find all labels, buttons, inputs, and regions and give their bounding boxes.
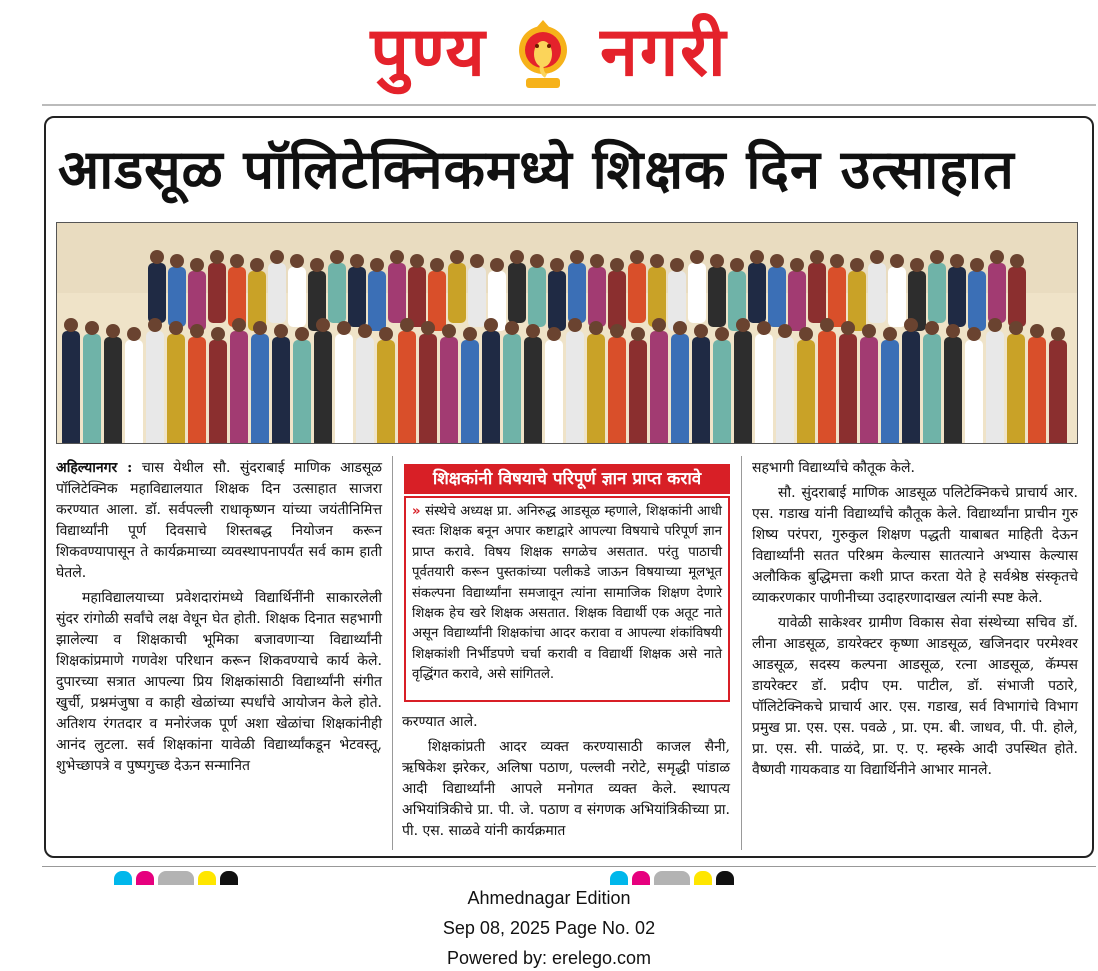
black-mark: [220, 871, 238, 885]
person-head: [988, 318, 1002, 332]
person-silhouette: [1008, 267, 1026, 327]
person-head: [967, 327, 981, 341]
person-head: [450, 250, 464, 264]
person-silhouette: [566, 331, 584, 444]
person-head: [757, 321, 771, 335]
person-silhouette: [608, 271, 626, 331]
person-silhouette: [648, 267, 666, 327]
person-head: [490, 258, 504, 272]
person-head: [211, 327, 225, 341]
person-head: [330, 250, 344, 264]
person-head: [850, 258, 864, 272]
person-silhouette: [388, 263, 406, 323]
person-silhouette: [293, 340, 311, 444]
person-silhouette: [881, 340, 899, 444]
person-silhouette: [272, 337, 290, 444]
person-silhouette: [902, 331, 920, 444]
person-head: [790, 258, 804, 272]
person-head: [148, 318, 162, 332]
person-silhouette: [860, 337, 878, 444]
person-head: [150, 250, 164, 264]
person-silhouette: [788, 271, 806, 331]
masthead-rule: [42, 104, 1096, 106]
person-silhouette: [83, 334, 101, 444]
gray-mark: [654, 871, 690, 885]
sidebar-box-title: शिक्षकांनी विषयाचे परिपूर्ण ज्ञान प्राप्त करावे: [404, 464, 730, 494]
person-head: [710, 254, 724, 268]
person-silhouette: [968, 271, 986, 331]
person-head: [715, 327, 729, 341]
person-head: [778, 324, 792, 338]
person-head: [568, 318, 582, 332]
group-photo-illustration: [57, 223, 1078, 444]
person-head: [930, 250, 944, 264]
paragraph-text: चास येथील सौ. सुंदराबाई माणिक आडसूळ पॉलिटेक्निक महाविद्यालयात शिक्षक दिन उत्साहात साजरा करण्यात आला. डॉ. सर्वपल्ली राधाकृष्णन यांच्या जयंतीनिमित्त विद्यार्थ्यांनी पूर्ण दिवसाचे शिस्तबद्ध नियोजन करून शिकवण्यापासून ते कार्यक्रमाच्या व्यवस्थापनापर्यंत सर्व काम हाती घेतले.: [56, 460, 382, 581]
person-head: [250, 258, 264, 272]
person-head: [526, 324, 540, 338]
person-silhouette: [928, 263, 946, 323]
person-silhouette: [188, 337, 206, 444]
person-head: [270, 250, 284, 264]
person-head: [694, 324, 708, 338]
person-head: [925, 321, 939, 335]
person-head: [610, 324, 624, 338]
person-silhouette: [808, 263, 826, 323]
ganesha-emblem-icon: [512, 20, 574, 92]
article-paragraph: करण्यात आले.: [402, 714, 478, 730]
person-silhouette: [228, 267, 246, 327]
person-silhouette: [671, 334, 689, 444]
person-silhouette: [167, 334, 185, 444]
person-head: [505, 321, 519, 335]
article-paragraph: सहभागी विद्यार्थ्यांचे कौतूक केले.: [752, 460, 915, 476]
person-head: [350, 254, 364, 268]
person-head: [1051, 327, 1065, 341]
person-silhouette: [251, 334, 269, 444]
person-silhouette: [62, 331, 80, 444]
article-column-3: [752, 458, 1078, 785]
group-photo: [56, 222, 1078, 444]
person-silhouette: [650, 331, 668, 444]
person-head: [127, 327, 141, 341]
date-page-label: Sep 08, 2025 Page No. 02: [442, 918, 656, 938]
person-silhouette: [568, 263, 586, 323]
person-silhouette: [230, 331, 248, 444]
person-head: [750, 250, 764, 264]
person-head: [799, 327, 813, 341]
person-head: [570, 250, 584, 264]
article-paragraph: महाविद्यालयाच्या प्रवेशदारांमध्ये विद्यार्थिनींनी साकारलेली सुंदर रांगोळी सर्वांचे लक्ष वेधून घेत होती. शिक्षक दिनात सहभागी झालेल्या व शिक्षकाची भूमिका बजावणाऱ्या विद्यार्थ्यांनी शिक्षकांप्रमाणे गणवेश परिधान करून शिकवण्याचे कार्य केले. दुपारच्या सत्रात आपल्या प्रिय शिक्षकांसाठी विद्यार्थ्यांनी संगीत खुर्ची, प्रश्नमंजुषा व काही खेळांच्या स्पर्धांचे आयोजन केले होते. अतिशय रंगतदार व मनोरंजक पूर्ण अशा खेळांचा शिक्षकांनीही आनंद लुटला. सर्व शिक्षकांना यावेळी विद्यार्थ्यांकडून भेटवस्तू, शुभेच्छापत्रे व पुष्पगुच्छ देऊन सन्मानित: [56, 590, 382, 774]
person-head: [730, 258, 744, 272]
person-head: [421, 321, 435, 335]
person-head: [232, 318, 246, 332]
person-head: [484, 318, 498, 332]
article-headline: आडसूळ पॉलिटेक्निकमध्ये शिक्षक दिन उत्साहात: [58, 138, 1015, 201]
person-head: [430, 258, 444, 272]
person-silhouette: [948, 267, 966, 327]
person-silhouette: [209, 340, 227, 444]
person-silhouette: [608, 337, 626, 444]
person-silhouette: [923, 334, 941, 444]
person-head: [910, 258, 924, 272]
person-head: [820, 318, 834, 332]
person-silhouette: [335, 334, 353, 444]
newspaper-name-right: नगरी: [600, 13, 728, 92]
person-head: [862, 324, 876, 338]
powered-by-link[interactable]: Powered by: erelego.com: [446, 948, 652, 968]
person-silhouette: [356, 337, 374, 444]
person-silhouette: [398, 331, 416, 444]
person-head: [610, 258, 624, 272]
person-silhouette: [1007, 334, 1025, 444]
person-head: [463, 327, 477, 341]
person-head: [1009, 321, 1023, 335]
person-head: [946, 324, 960, 338]
person-silhouette: [828, 267, 846, 327]
sidebar-box: [404, 496, 730, 702]
person-head: [810, 250, 824, 264]
person-head: [1030, 324, 1044, 338]
person-head: [652, 318, 666, 332]
person-silhouette: [944, 337, 962, 444]
person-silhouette: [288, 267, 306, 327]
person-silhouette: [125, 340, 143, 444]
page-bottom-rule: [42, 866, 1096, 867]
person-silhouette: [440, 337, 458, 444]
person-silhouette: [965, 340, 983, 444]
person-silhouette: [818, 331, 836, 444]
person-head: [190, 324, 204, 338]
person-head: [370, 258, 384, 272]
person-head: [673, 321, 687, 335]
person-head: [670, 258, 684, 272]
yellow-mark: [198, 871, 216, 885]
person-silhouette: [314, 331, 332, 444]
person-head: [470, 254, 484, 268]
article-paragraph: सौ. सुंदराबाई माणिक आडसूळ पलिटेक्निकचे प्राचार्य आर. एस. गडाख यांनी विद्यार्थ्यांचे कौतूक केले. विद्यार्थ्यांना प्राचीन गुरु शिष्य परंपरा, गुरुकुल शिक्षण पद्धती याबाबत माहिती देऊन विद्यार्थ्यांनी सतत परिश्रम केल्यास सातत्याने अभ्यास केल्यास अलौकिक बुद्धिमत्ता कशी प्राप्त करता येते हे सर्वश्रेष्ठ संस्कृतचे व्याकरणकार पाणीनीच्या उदाहरणादाखल त्यांनी स्पष्ट केले.: [752, 485, 1078, 606]
person-head: [106, 324, 120, 338]
person-silhouette: [768, 267, 786, 327]
person-head: [547, 327, 561, 341]
person-head: [310, 258, 324, 272]
person-silhouette: [482, 331, 500, 444]
person-head: [230, 254, 244, 268]
article-paragraph: [56, 458, 382, 584]
double-chevron-icon: »: [412, 504, 421, 519]
person-silhouette: [208, 263, 226, 323]
person-head: [379, 327, 393, 341]
person-head: [589, 321, 603, 335]
person-silhouette: [328, 263, 346, 323]
person-head: [631, 327, 645, 341]
person-silhouette: [408, 267, 426, 327]
person-head: [64, 318, 78, 332]
person-head: [274, 324, 288, 338]
article-paragraph: यावेळी साकेश्वर ग्रामीण विकास सेवा संस्थेच्या सचिव डॉ. लीना आडसूळ, डायरेक्टर कृष्णा आडसूळ, खजिनदार परमेश्वर आडसूळ, सदस्य कल्पना आडसूळ, रत्ना आडसूळ, कॅम्पस डायरेक्टर डॉ. प्रदीप एम. पाटील, डॉ. संभाजी पठारे, पॉलिटेक्निकचे प्राचार्य आर. एस. गडाख, सर्व विभागांचे विभाग प्रमुख प्रा. एस. एस. पवळे , प्रा. एम. बी. जाधव, पी. पी. होले, प्रा. एस. सी. पाळंदे, प्रा. ए. ए. म्हस्के आदी उपस्थित होते. वैष्णवी गायकवाड या विद्यार्थिनीने आभार मानले.: [752, 615, 1078, 778]
person-head: [170, 254, 184, 268]
person-head: [510, 250, 524, 264]
column-divider: [392, 456, 393, 850]
dateline: अहिल्यानगर :: [56, 460, 133, 476]
person-silhouette: [839, 334, 857, 444]
person-silhouette: [688, 263, 706, 323]
person-silhouette: [528, 267, 546, 327]
person-silhouette: [797, 340, 815, 444]
person-silhouette: [448, 263, 466, 323]
person-head: [590, 254, 604, 268]
magenta-mark: [632, 871, 650, 885]
person-silhouette: [419, 334, 437, 444]
person-head: [550, 258, 564, 272]
person-silhouette: [748, 263, 766, 323]
person-silhouette: [268, 263, 286, 323]
person-head: [841, 321, 855, 335]
person-silhouette: [776, 337, 794, 444]
person-head: [295, 327, 309, 341]
person-silhouette: [377, 340, 395, 444]
person-silhouette: [148, 263, 166, 323]
person-head: [950, 254, 964, 268]
person-head: [904, 318, 918, 332]
person-head: [650, 254, 664, 268]
column-divider: [741, 456, 742, 850]
person-head: [316, 318, 330, 332]
person-silhouette: [461, 340, 479, 444]
person-silhouette: [545, 340, 563, 444]
person-silhouette: [713, 340, 731, 444]
black-mark: [716, 871, 734, 885]
person-silhouette: [1028, 337, 1046, 444]
masthead: [0, 0, 1098, 108]
person-silhouette: [755, 334, 773, 444]
person-head: [1010, 254, 1024, 268]
person-silhouette: [508, 263, 526, 323]
gray-mark: [158, 871, 194, 885]
magenta-mark: [136, 871, 154, 885]
person-silhouette: [468, 267, 486, 327]
person-silhouette: [629, 340, 647, 444]
person-silhouette: [188, 271, 206, 331]
article-paragraph: शिक्षकांप्रती आदर व्यक्त करण्यासाठी काजल सैनी, ऋषिकेश झरेकर, अलिषा पठाण, पल्लवी नरोटे, समृद्धी पांडाळ आदी विद्यार्थ्यांनी आपले मनोगत व्यक्त केले. स्थापत्य अभियांत्रिकीचे प्रा. पी. जे. पठाण व संगणक अभियांत्रिकीच्या प्रा. पी. एस. साळवे यांनी कार्यक्रमात: [402, 739, 730, 839]
person-head: [169, 321, 183, 335]
person-head: [630, 250, 644, 264]
person-head: [830, 254, 844, 268]
person-head: [190, 258, 204, 272]
person-head: [400, 318, 414, 332]
person-head: [870, 250, 884, 264]
person-silhouette: [548, 271, 566, 331]
sidebar-box-text: संस्थेचे अध्यक्ष प्रा. अनिरुद्ध आडसूळ म्हणाले, शिक्षकांनी आधी स्वतः शिक्षक बनून अपार कष्टाद्वारे आपल्या विषयाचे परिपूर्ण ज्ञान प्राप्त करावे. विषय शिक्षक सगळेच असतात. परंतु पाठाची पूर्वतयारी करून पुस्तकांच्या पलीकडे जाऊन विषयाच्या मूलभूत संकल्पना विद्यार्थ्यांना समजावून त्यांना सामाजिक शिक्षण देणारे शिक्षक हेच खरे शिक्षक असतात. शिक्षक विद्यार्थी एक अतूट नाते असून विद्यार्थ्यांनी शिक्षकांचा आदर करावा व आपल्या शंकांविषयी शिक्षकांशी निर्भीडपणे चर्चा करावी व विद्यार्थी शिक्षक असे नाते वृद्धिंगत करावे, असे सांगितले.: [412, 504, 722, 683]
article-column-2: [402, 712, 730, 846]
person-head: [970, 258, 984, 272]
person-head: [736, 318, 750, 332]
person-silhouette: [104, 337, 122, 444]
person-head: [442, 324, 456, 338]
article-column-1: [56, 458, 382, 781]
person-silhouette: [588, 267, 606, 327]
person-silhouette: [348, 267, 366, 327]
person-head: [770, 254, 784, 268]
registration-marks-right: [610, 870, 738, 884]
person-silhouette: [628, 263, 646, 323]
cyan-mark: [114, 871, 132, 885]
person-head: [690, 250, 704, 264]
person-head: [290, 254, 304, 268]
person-head: [990, 250, 1004, 264]
person-head: [210, 250, 224, 264]
cyan-mark: [610, 871, 628, 885]
person-silhouette: [587, 334, 605, 444]
person-head: [890, 254, 904, 268]
person-silhouette: [988, 263, 1006, 323]
person-silhouette: [1049, 340, 1067, 444]
person-head: [253, 321, 267, 335]
newspaper-name: [0, 8, 1098, 98]
person-head: [85, 321, 99, 335]
person-silhouette: [708, 267, 726, 327]
person-head: [883, 327, 897, 341]
person-silhouette: [734, 331, 752, 444]
person-silhouette: [368, 271, 386, 331]
person-head: [530, 254, 544, 268]
person-silhouette: [986, 331, 1004, 444]
yellow-mark: [694, 871, 712, 885]
person-silhouette: [503, 334, 521, 444]
edition-label: Ahmednagar Edition: [467, 888, 631, 908]
person-head: [410, 254, 424, 268]
person-silhouette: [146, 331, 164, 444]
registration-marks-left: [114, 870, 242, 884]
person-silhouette: [524, 337, 542, 444]
newspaper-name-left: पुण्य: [370, 13, 487, 92]
person-silhouette: [692, 337, 710, 444]
person-silhouette: [888, 267, 906, 327]
person-silhouette: [868, 263, 886, 323]
person-head: [390, 250, 404, 264]
person-silhouette: [168, 267, 186, 327]
person-head: [337, 321, 351, 335]
person-head: [358, 324, 372, 338]
